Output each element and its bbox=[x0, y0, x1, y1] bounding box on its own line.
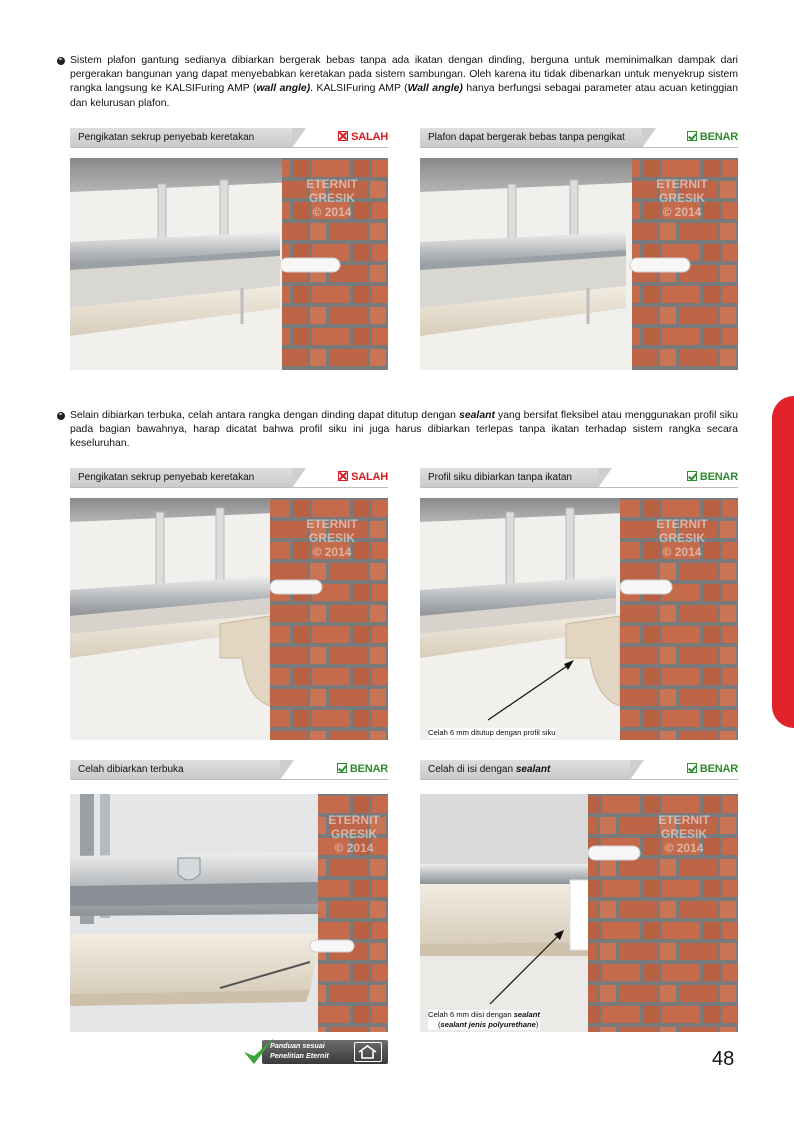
panel-title: Pengikatan sekrup penyebab keretakan bbox=[70, 468, 292, 488]
watermark-line3: © 2014 bbox=[312, 205, 352, 219]
watermark-line3: © 2014 bbox=[664, 841, 704, 855]
watermark-line3: © 2014 bbox=[662, 545, 702, 559]
page-number: 48 bbox=[712, 1048, 735, 1070]
illustration-free-angle bbox=[420, 498, 738, 740]
watermark-line2: GRESIK bbox=[308, 531, 356, 545]
watermark-line1: ETERNIT bbox=[658, 813, 710, 827]
illustration-free-frame bbox=[420, 158, 738, 370]
panel-title: Profil siku dibiarkan tanpa ikatan bbox=[420, 468, 598, 488]
illustration-screwed-frame bbox=[70, 158, 388, 370]
caption-angle: Celah 6 mm ditutup dengan profil siku bbox=[428, 728, 556, 737]
bullet-icon bbox=[57, 57, 65, 65]
verdict-benar: BENAR bbox=[687, 130, 738, 144]
sealant-paragraph: Selain dibiarkan terbuka, celah antara rangka dengan dinding dapat ditutup dengan sealant yang bersifat fleksibel atau menggunakan profil siku pada bagian bawahnya, harap dicatat bahwa profil siku ini juga harus dibiarkan terlepas tanpa ikatan terhadap sistem rangka secara keseluruhan. bbox=[70, 410, 739, 450]
verdict-benar: BENAR bbox=[337, 762, 388, 776]
panel-title: Plafon dapat bergerak bebas tanpa pengikat bbox=[420, 128, 642, 148]
watermark-line3: © 2014 bbox=[334, 841, 374, 855]
watermark-line2: GRESIK bbox=[658, 531, 706, 545]
watermark-line2: GRESIK bbox=[308, 191, 356, 205]
chapter-side-tab bbox=[772, 396, 794, 728]
research-badge bbox=[242, 1036, 390, 1068]
illustration-sealant bbox=[420, 794, 738, 1032]
watermark-line1: ETERNIT bbox=[306, 177, 358, 191]
illustration-screwed-angle bbox=[70, 498, 388, 740]
check-box-icon bbox=[337, 763, 347, 773]
verdict-salah: SALAH bbox=[338, 470, 388, 484]
x-box-icon bbox=[338, 471, 348, 481]
illustration-open-gap bbox=[70, 794, 388, 1032]
caption-sealant: Celah 6 mm diisi dengan sealant (sealant jenis polyurethane) bbox=[428, 1010, 540, 1029]
x-box-icon bbox=[338, 131, 348, 141]
watermark-line3: © 2014 bbox=[312, 545, 352, 559]
watermark-line1: ETERNIT bbox=[306, 517, 358, 531]
check-box-icon bbox=[687, 131, 697, 141]
panel-title: Celah di isi dengan sealant bbox=[420, 760, 630, 780]
watermark-line3: © 2014 bbox=[662, 205, 702, 219]
watermark-line2: GRESIK bbox=[658, 191, 706, 205]
bullet-icon bbox=[57, 412, 65, 420]
verdict-benar: BENAR bbox=[687, 470, 738, 484]
panel-title: Celah dibiarkan terbuka bbox=[70, 760, 280, 780]
intro-paragraph: Sistem plafon gantung sedianya dibiarkan bergerak bebas tanpa ada ikatan dengan dinding, berguna untuk meminimalkan dampak dari pergerakan bangunan yang dapat menyebabkan keretakan pada sistem sambungan. Oleh karena itu tidak dibenarkan untuk menyekrup sistem rangka langsung ke KALSIFuring AMP (wall angle). KALSIFuring AMP (Wall angle) hanya berfungsi sebagai parameter atau acuan ketinggian dan kelurusan plafon. bbox=[70, 55, 738, 109]
watermark-line1: ETERNIT bbox=[328, 813, 380, 827]
watermark-line1: ETERNIT bbox=[656, 177, 708, 191]
watermark-line2: GRESIK bbox=[330, 827, 378, 841]
check-box-icon bbox=[687, 471, 697, 481]
panel-title: Pengikatan sekrup penyebab keretakan bbox=[70, 128, 292, 148]
verdict-benar: BENAR bbox=[687, 762, 738, 776]
verdict-salah: SALAH bbox=[338, 130, 388, 144]
check-box-icon bbox=[687, 763, 697, 773]
watermark-line2: GRESIK bbox=[660, 827, 708, 841]
badge-text: Panduan sesuai Penelitian Eternit bbox=[270, 1041, 329, 1060]
watermark-line1: ETERNIT bbox=[656, 517, 708, 531]
house-icon bbox=[354, 1042, 382, 1062]
